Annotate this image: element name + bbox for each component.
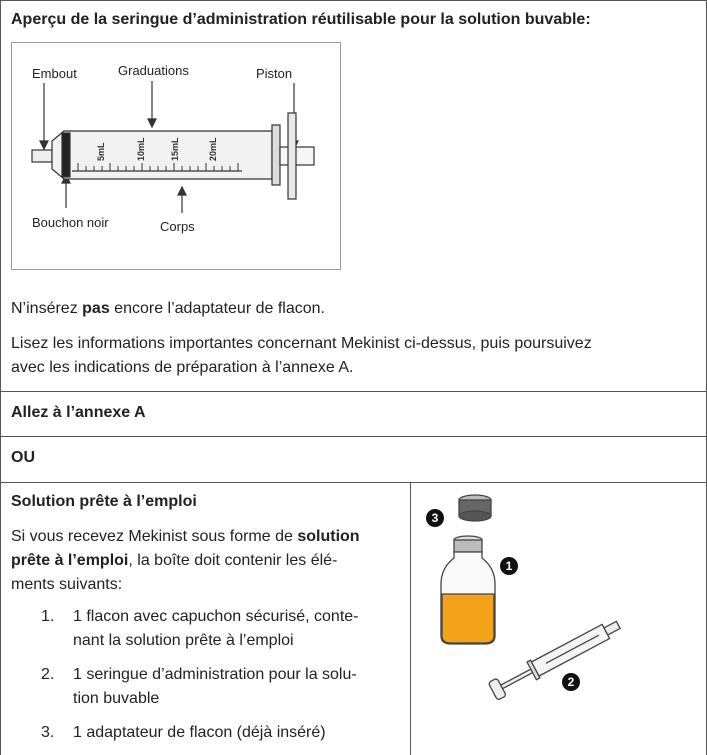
or-cell — [0, 436, 707, 483]
mark-15ml: 15mL — [170, 137, 180, 161]
syringe-figure — [11, 42, 341, 270]
section-title-ready-solution: Solution prête à l’emploi — [11, 493, 197, 510]
ready-solution-text-cell: Solution prête à l’emploi Si vous recevez Mekinist sous forme de solution prête à l’emploi, la boîte doit contenir les élé- ments suivants: 1. 1 flacon avec capuchon sécurisé, conte- nant la solution prête à l’emploi 2. 1 seringue d’administration pour la solu- tion buvable 3. 1 adaptateur de flacon (déjà inséré) — [0, 482, 411, 755]
syringe-drawing — [12, 43, 340, 269]
badge-1 — [500, 557, 518, 575]
kit-illustration — [421, 488, 621, 718]
svg-text:2: 2 — [567, 675, 575, 689]
mark-20ml: 20mL — [208, 137, 218, 161]
emphasis-pas: pas — [82, 300, 110, 317]
label-graduations: Graduations — [118, 63, 189, 78]
label-corps: Corps — [160, 219, 195, 234]
label-embout: Embout — [32, 66, 77, 81]
badge-2 — [562, 673, 580, 691]
section-title-overview: Aperçu de la seringue d’administration réutilisable pour la solution buvable: — [11, 11, 591, 28]
label-bouchon-noir: Bouchon noir — [32, 215, 109, 230]
goto-annex-cell — [0, 391, 707, 437]
section-title-or: OU — [11, 449, 35, 466]
ready-solution-figure-cell — [410, 482, 707, 755]
solution-fill — [442, 594, 494, 643]
mark-10ml: 10mL — [136, 137, 146, 161]
svg-text:1: 1 — [505, 559, 513, 573]
section-title-annex: Allez à l’annexe A — [11, 404, 146, 421]
paragraph-read-info: Lisez les informations importantes concernant Mekinist ci-dessus, puis poursuivez avec les indications de préparation à l’annexe A. — [11, 335, 592, 376]
ready-solution-intro: Si vous recevez Mekinist sous forme de solution prête à l’emploi, la boîte doit contenir les élé- ments suivants: — [11, 528, 360, 593]
badge-3 — [426, 509, 444, 527]
svg-text:3: 3 — [431, 511, 439, 525]
mark-5ml: 5mL — [96, 142, 106, 161]
paragraph-no-adapter: N’insérez pas encore l’adaptateur de flacon. — [11, 300, 325, 317]
label-piston: Piston — [256, 66, 293, 81]
